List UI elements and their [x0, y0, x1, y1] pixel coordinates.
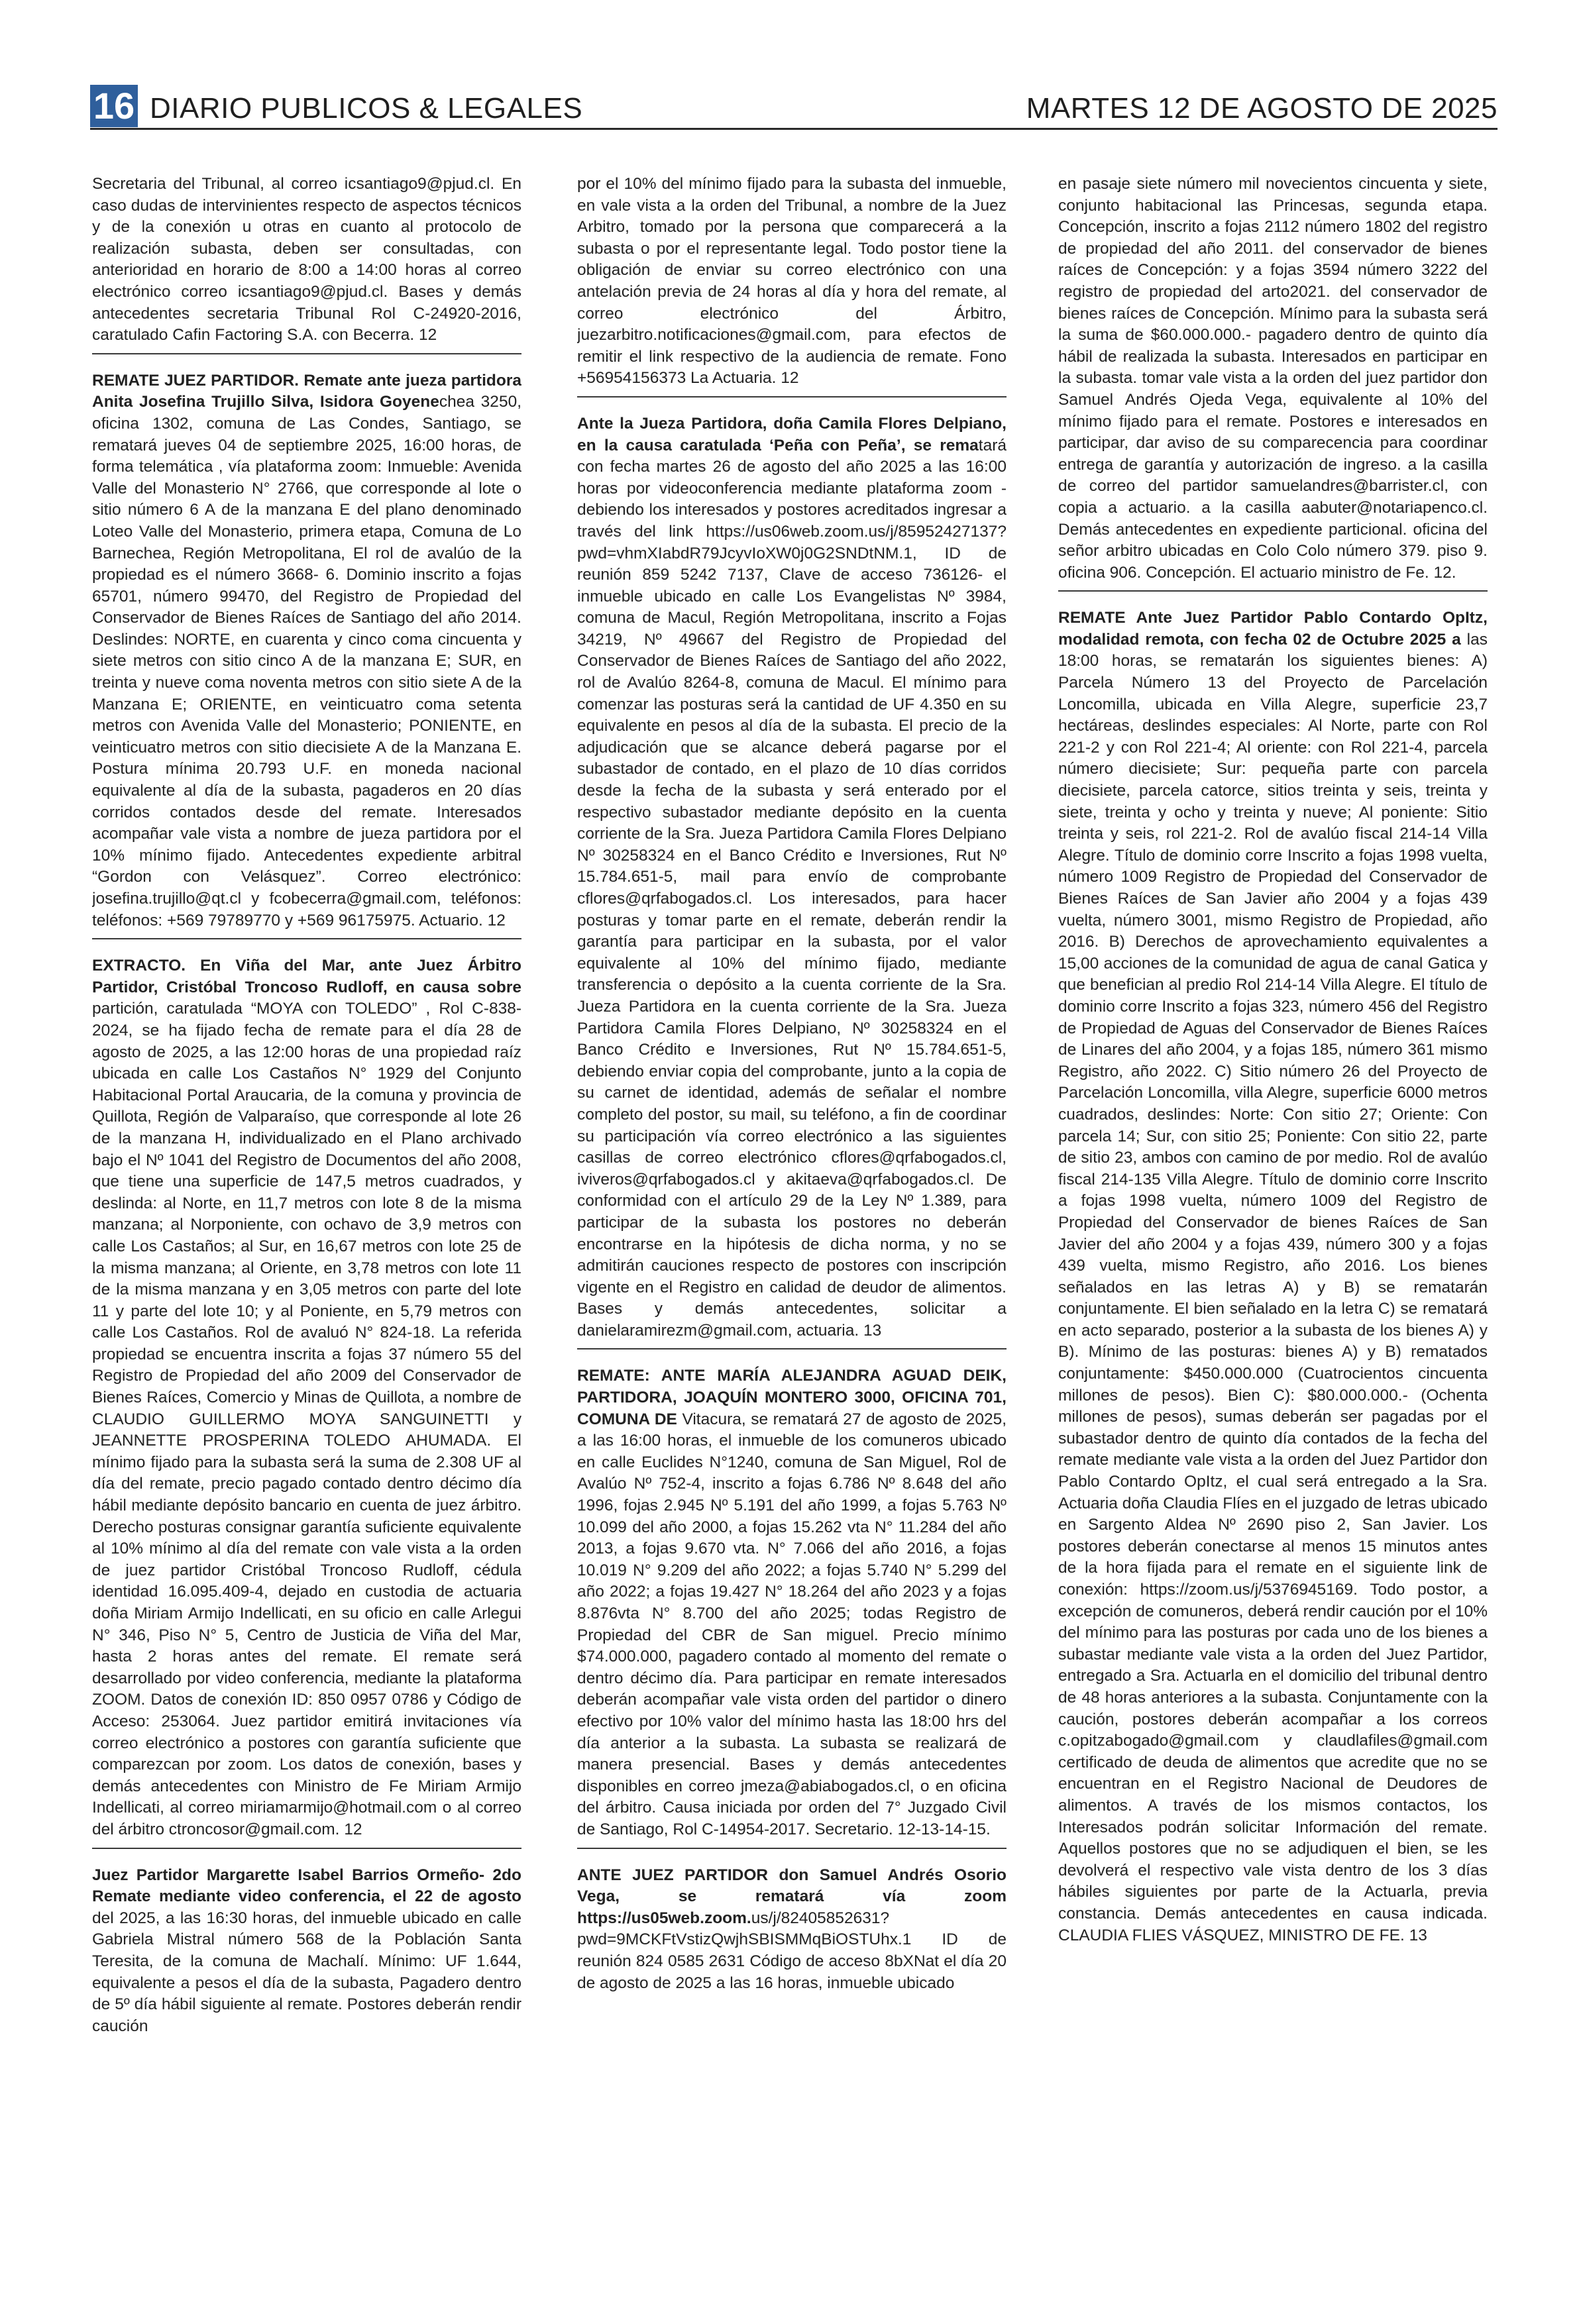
column-3: [1058, 174, 1488, 2287]
notice-body: tará con fecha martes 26 de agosto del año 2025 a las 16:00 horas por videoconferencia mediante plataforma zoom -debiendo los interesados y postores acreditados ingresar a través del link https://us06web.zoom.us/j/85952427137?pwd=vhmXIabdR79JcyvIoXW0j0G2SNDtNM.1, ID de reunión 859 5242 7137, Clave de acceso 736126- el inmueble ubicado en calle Los Evangelistas Nº 3984, comuna de Macul, Región Metropolitana, inscrito a Fojas 34219, Nº 49667 del Registro de Propiedad del Conservador de Bienes Raíces de Santiago del año 2022, rol de Avalúo 8264-8, comuna de Macul. El mínimo para comenzar las posturas será la cantidad de UF 4.350 en su equivalente en pesos al día de la subasta. El precio de la adjudicación que se alcance deberá pagarse por el subastador de contado, en el plazo de 10 días corridos desde la fecha de la subasta y será enterado por el respectivo subastador mediante depósito en la cuenta corriente de la Sra. Jueza Partidora Camila Flores Delpiano Nº 30258324 en el Banco Crédito e Inversiones, Rut Nº 15.784.651-5, mail para envío de comprobante cflores@qrfabogados.cl. Los interesados, para hacer posturas y tomar parte en el remate, deberán rendir la garantía para participar en la subasta, por el valor equivalente al 10% del mínimo fijado, mediante transferencia o depósito a la cuenta corriente de la Sra. Jueza Partidora en la cuenta corriente de la Sra. Jueza Partidora Camila Flores Delpiano, Nº 30258324 en el Banco Crédito e Inversiones, Rut Nº 15.784.651-5, debiendo enviar copia del comprobante, junto a la copia de su carnet de identidad, además de señalar el nombre completo del postor, su mail, su teléfono, a fin de coordinar su participación vía correo electrónico a las siguientes casillas de correo electrónico cflores@qrfabogados.cl, iviveros@qrfabogados.cl y akitaeva@qrfabogados.cl. De conformidad con el artículo 29 de la Ley Nº 1.389, para participar de la subasta los postores no deberán encontrarse en la hipótesis de dicha norma, y no se admitirán cauciones respecto de postores con inscripción vigente en el Registro en calidad de deudor de alimentos. Bases y demás antecedentes, solicitar a danielaramirezm@gmail.com, actuaria. 13: [577, 436, 1007, 1340]
notice-lead: REMATE: ANTE MARÍA ALEJANDRA AGUAD DEIK, PARTIDORA, JOAQUÍN MONTERO 3000, OFICINA 701, COMUNA DE: [577, 1367, 1007, 1428]
notice: [577, 174, 1007, 397]
notice-lead: EXTRACTO. En Viña del Mar, ante Juez Árbitro Partidor, Cristóbal Troncoso Rudloff, en causa sobre: [92, 957, 521, 996]
notice-text: [1058, 607, 1488, 1946]
notice: [577, 413, 1007, 1350]
column-1: [92, 174, 521, 2287]
notice-text: [577, 1865, 1007, 1995]
notice-text: [92, 370, 521, 931]
notice-text: [92, 174, 521, 346]
notice: [577, 1865, 1007, 2001]
page-number: 16: [90, 85, 138, 127]
notice-text: [577, 1365, 1007, 1840]
notice-text: [92, 955, 521, 1840]
notice-text: [577, 413, 1007, 1342]
section-title: DIARIO PUBLICOS & LEGALES: [150, 92, 583, 125]
notice-body: Vitacura, se rematará 27 de agosto de 2025, a las 16:00 horas, el inmueble de los comuneros ubicado en calle Euclides N°1240, comuna de San Miguel, Rol de Avalúo Nº 752-4, inscrito a fojas 6.786 Nº 8.648 del año 1996, fojas 2.945 Nº 5.191 del año 1999, a fojas 5.763 Nº 10.099 del año 2000, a fojas 15.262 vta N° 11.284 del año 2013, a fojas 9.670 vta. N° 7.066 del año 2016, a fojas 10.019 N° 9.209 del año 2022; a fojas 5.740 N° 5.299 del año 2022; a fojas 19.427 N° 18.264 del año 2023 y a fojas 8.876vta N° 8.700 del año 2025; todas Registro de Propiedad del CBR de San miguel. Precio mínimo $74.000.000, pagadero contado al momento del remate o dentro décimo día. Para participar en remate interesados deberán acompañar vale vista orden del partidor o dinero efectivo por 10% valor del mínimo hasta las 18:00 hrs del día anterior a la subasta. La subasta se realizará de manera presencial. Bases y demás antecedentes disponibles en correo jmeza@abiabogados.cl, o en oficina del árbitro. Causa iniciada por orden del 7° Juzgado Civil de Santiago, Rol C-14954-2017. Secretario. 12-13-14-15.: [577, 1410, 1007, 1838]
issue-date: MARTES 12 DE AGOSTO DE 2025: [1026, 92, 1498, 125]
notice: [1058, 607, 1488, 1953]
notice-lead: Juez Partidor Margarette Isabel Barrios Ormeño- 2do Remate mediante video conferencia, el 22 de agosto: [92, 1866, 521, 1906]
notice: [92, 955, 521, 1848]
notice-body: us/j/82405852631?pwd=9MCKFtVstizQwjhSBISMMqBiOSTUhx.1 ID de reunión 824 0585 2631 Código de acceso 8bXNat el día 20 de agosto de 2025 a las 16 horas, inmueble ubicado: [577, 1909, 1007, 1992]
page-header: [90, 81, 1498, 130]
notice-body: Secretaria del Tribunal, al correo icsantiago9@pjud.cl. En caso dudas de intervinientes respecto de aspectos técnicos y de la conexión u otras en cuanto al protocolo de realización subasta, deben ser consultadas, con anterioridad en horario de 8:00 a 14:00 horas al correo electrónico correo icsantiago9@pjud.cl. Bases y demás antecedentes secretaria Tribunal Rol C-24920-2016, caratulado Cafin Factoring S.A. con Becerra. 12: [92, 175, 521, 344]
notice-body: las 18:00 horas, se rematarán los siguientes bienes: A) Parcela Número 13 del Proyecto de Parcelación Loncomilla, ubicada en Villa Alegre, superficie 23,7 hectáreas, deslindes especiales: Al Norte, parte con Rol 221-2 y con Rol 221-4; Al oriente: con Rol 221-4, parcela número diecisiete; Sur: pequeña parte con parcela diecisiete, parcela catorce, sitios treinta y seis, treinta y siete, treinta y ocho y treinta y nueve; Al poniente: Sitio treinta y seis, rol 221-2. Rol de avalúo fiscal 214-14 Villa Alegre. Título de dominio corre Inscrito a fojas 1998 vuelta, número 1009 Registro de Propiedad del Conservador de Bienes Raíces de San Javier año 2004 y a fojas 439 vuelta, número 3001, mismo Registro de Propiedad, año 2016. B) Derechos de aprovechamiento equivalentes a 15,00 acciones de la comunidad de agua de canal Gatica y que benefician al predio Rol 214-14 Villa Alegre. El título de dominio corre Inscrito a fojas 323, número 456 del Registro de Propiedad de Aguas del Conservador de Bienes Raíces de Linares del año 2004, y a fojas 185, número 361 mismo Registro, año 2022. C) Sitio número 26 del Proyecto de Parcelación Loncomilla, villa Alegre, superficie 6000 metros cuadrados, deslindes: Norte: Con sitio 27; Oriente: Con parcela 14; Sur, con sitio 25; Poniente: Con sitio 22, parte de sitio 23, ambos con camino de por medio. Rol de avalúo fiscal 214-135 Villa Alegre. Título de dominio corre Inscrito a fojas 1998 vuelta, número 1009 del Registro de Propiedad del Conservador de bienes Raíces de San Javier del año 2004 y a fojas 439, número 300 y a fojas 439 vuelta, mismo Registro, año 2016. Los bienes señalados en las letras A) y B) se rematarán conjuntamente. El bien señalado en la letra C) se rematará en acto separado, posterior a la subasta de los bienes A) y B). Mínimo de las posturas: bienes A) y B) rematados conjuntamente: $450.000.000 (Cuatrocientos cincuenta millones de pesos). Bien C): $80.000.000.- (Ochenta millones de pesos), sumas deberán ser pagadas por el subastador dentro de quinto día contados de la fecha del remate mediante vale vista a la orden del Juez Partidor don Pablo Contardo OpItz, el cual será entregado a la Sra. Actuaria doña Claudia Flíes en el juzgado de letras ubicado en Sargento Aldea Nº 2690 piso 2, San Javier. Los postores deberán conectarse al menos 15 minutos antes de la hora fijada para el remate en el siguiente link de conexión: https://zoom.us/j/5376945169. Todo postor, a excepción de comuneros, deberá rendir caución por el 10% del mínimo para las posturas por cada uno de los bienes a subastar mediante vale vista a la orden del Juez Partidor, entregado a Sra. Actuarla en el domicilio del tribunal dentro de 48 horas anteriores a la subasta. Conjuntamente con la caución, postores deberán acompañar a los correos c.opitzabogado@gmail.com y claudlafiles@gmail.com certificado de deuda de alimentos que acredite que no se encuentran en el Registro Nacional de Deudores de alimentos. A través de los mismos contactos, los Interesados podrán solicitar Información del remate. Aquellos postores que no se adjudiquen el bien, se les devolverá el respectivo vale vista dentro de los 3 días hábiles siguientes por parte de la Actuarla, previa constancia. Demás antecedentes en causa indicada. CLAUDIA FLIES VÁSQUEZ, MINISTRO DE FE. 13: [1058, 630, 1488, 1944]
notice-lead: REMATE JUEZ PARTIDOR. Remate ante jueza partidora Anita Josefina Trujillo Silva, Isidora Goyene: [92, 371, 521, 411]
notice-text: [577, 174, 1007, 390]
notice: [92, 370, 521, 939]
notice-text: [92, 1865, 521, 2038]
notice-body: en pasaje siete número mil novecientos cincuenta y siete, conjunto habitacional las Princesas, segunda etapa. Concepción, inscrito a fojas 2112 número 1802 del registro de propiedad del año 2011. del conservador de bienes raíces de Concepción: y a fojas 3594 número 3222 del registro de propiedad del arto2021. del conservador de bienes raíces de Concepción. Mínimo para la subasta será la suma de $60.000.000.- pagadero dentro de quinto día hábil de realizada la subasta. Interesados en participar en la subasta. tomar vale vista a la orden del juez partidor don Samuel Andrés Ojeda Vega, equivalente al 10% del mínimo fijado para el remate. Postores e interesados en participar, dar aviso de su comparecencia para coordinar entrega de garantía y autorización de ingreso. a la casilla de correo del partidor samuelandres@barrister.cl, con copia a actuario. a la casilla aabuter@notariapenco.cl. Demás antecedentes en expediente particional. oficina del señor arbitro ubicadas en Colo Colo número 379. piso 9. oficina 906. Concepción. El actuario ministro de Fe. 12.: [1058, 175, 1488, 582]
column-2: [577, 174, 1007, 2287]
notice-lead: ANTE JUEZ PARTIDOR don Samuel Andrés Osorio Vega, se rematará vía zoom https://us05web.zoom.: [577, 1866, 1007, 1927]
notice: [577, 1365, 1007, 1848]
notice: [92, 174, 521, 354]
notice-body: del 2025, a las 16:30 horas, del inmueble ubicado en calle Gabriela Mistral número 568 de la Población Santa Teresita, de la comuna de Machalí. Mínimo: UF 1.644, equivalente a pesos el día de la subasta, Pagadero dentro de 5º día hábil siguiente al remate. Postores deberán rendir caución: [92, 1909, 521, 2035]
notice: [1058, 174, 1488, 592]
notice-lead: REMATE Ante Juez Partidor Pablo Contardo OpItz, modalidad remota, con fecha 02 de Octubre 2025 a: [1058, 609, 1488, 649]
notice-body: chea 3250, oficina 1302, comuna de Las Condes, Santiago, se rematará jueves 04 de septiembre 2025, 16:00 horas, de forma telemática , vía plataforma zoom: Inmueble: Avenida Valle del Monasterio N° 2766, que corresponde al lote o sitio número 6 A de la manzana E del plano denominado Loteo Valle del Monasterio, primera etapa, Comuna de Lo Barnechea, Región Metropolitana, El rol de avalúo de la propiedad es el número 3668- 6. Dominio inscrito a fojas 65701, número 99470, del Registro de Propiedad del Conservador de Bienes Raíces de Santiago del año 2014. Deslindes: NORTE, en cuarenta y cinco coma cincuenta y siete metros con sitio cinco A de la manzana E; SUR, en treinta y nueve coma noventa metros con sitio siete A de la Manzana E; ORIENTE, en veinticuatro coma setenta metros con Avenida Valle del Monasterio; PONIENTE, en veinticuatro metros con sitio diecisiete A de la Manzana E. Postura mínima 20.793 U.F. en moneda nacional equivalente al día de la subasta, pagaderos en 20 días corridos contados desde del remate. Interesados acompañar vale vista a nombre de jueza partidora por el 10% mínimo fijado. Antecedentes expediente arbitral “Gordon con Velásquez”. Correo electrónico: josefina.trujillo@qt.cl y fcobecerra@gmail.com, teléfonos: teléfonos: +569 79789770 y +569 96175975. Actuario. 12: [92, 393, 521, 929]
notice-text: [1058, 174, 1488, 584]
notice: [92, 1865, 521, 2044]
notice-body: partición, caratulada “MOYA con TOLEDO” , Rol C-838-2024, se ha fijado fecha de remate para el día 28 de agosto de 2025, a las 12:00 horas de una propiedad raíz ubicada en calle Los Castaños N° 1929 del Conjunto Habitacional Portal Araucaria, de la comuna y provincia de Quillota, Región de Valparaíso, que corresponde al lote 26 de la manzana H, individualizado en el Plano archivado bajo el Nº 1041 del Registro de Documentos del año 2008, que tiene una superficie de 147,5 metros cuadrados, y deslinda: al Norte, en 11,7 metros con lote 8 de la misma manzana; al Norponiente, con ochavo de 3,9 metros con calle Los Castaños; al Sur, en 16,67 metros con lote 25 de la misma manzana; al Oriente, en 3,78 metros con lote 11 de la misma manzana y en 3,05 metros con parte del lote 11 y parte del lote 10; y al Poniente, en 5,79 metros con calle Los Castaños. Rol de avaluó N° 824-18. La referida propiedad se encuentra inscrita a fojas 37 número 55 del Registro de Propiedad del año 2009 del Conservador de Bienes Raíces, Comercio y Minas de Quillota, a nombre de CLAUDIO GUILLERMO MOYA SANGUINETTI y JEANNETTE PROSPERINA TOLEDO AHUMADA. El mínimo fijado para la subasta será la suma de 2.308 UF al día del remate, precio pagado contado dentro décimo día hábil mediante depósito bancario en cuenta de juez árbitro. Derecho posturas consignar garantía suficiente equivalente al 10% mínimo al día del remate con vale vista a la orden de juez partidor Cristóbal Troncoso Rudloff, cédula identidad 16.095.409-4, dejado en custodia de actuaria doña Miriam Armijo Indellicati, en su oficio en calle Arlegui N° 346, Piso N° 5, Centro de Justicia de Viña del Mar, hasta 2 horas antes del remate. El remate será desarrollado por video conferencia, mediante la plataforma ZOOM. Datos de conexión ID: 850 0957 0786 y Código de Acceso: 253064. Juez partidor emitirá invitaciones vía correo electrónico a postores con garantía suficiente que comparezcan por zoom. Los datos de conexión, bases y demás antecedentes con Ministro de Fe Miriam Armijo Indellicati, al correo miriamarmijo@hotmail.com o al correo del árbitro ctroncosor@gmail.com. 12: [92, 1000, 521, 1838]
notice-lead: Ante la Jueza Partidora, doña Camila Flores Delpiano, en la causa caratulada ‘Peña con Peña’, se rema: [577, 414, 1007, 454]
notice-body: por el 10% del mínimo fijado para la subasta del inmueble, en vale vista a la orden del Tribunal, a nombre de la Juez Arbitro, tomado por la persona que comparecerá a la subasta o por el representante legal. Todo postor tiene la obligación de enviar su correo electrónico con una antelación previa de 24 horas al día y hora del remate, al correo electrónico del Árbitro, juezarbitro.notificaciones@gmail.com, para efectos de remitir el link respectivo de la audiencia de remate. Fono +56954156373 La Actuaria. 12: [577, 175, 1007, 388]
